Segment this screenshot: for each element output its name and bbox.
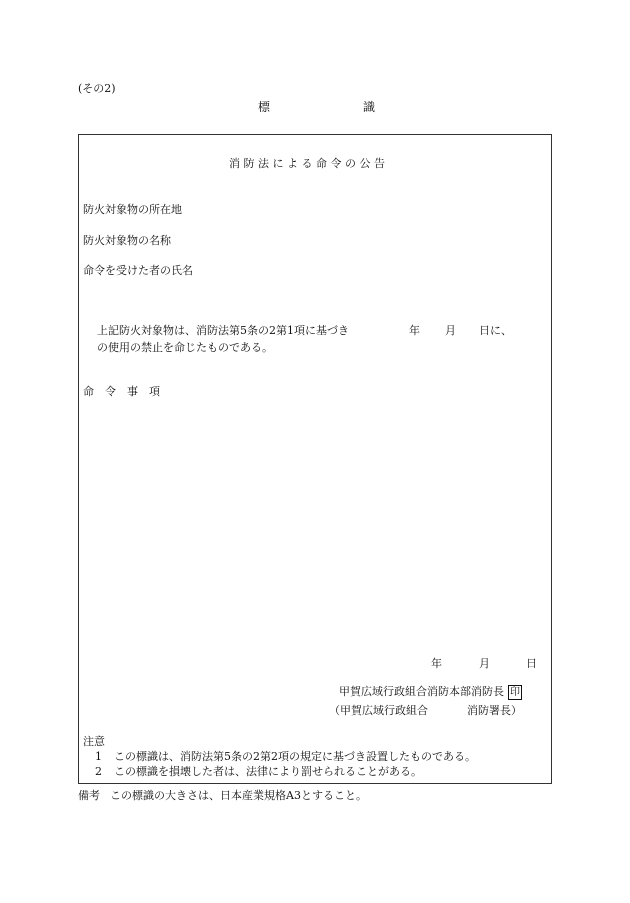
- sign-frame: [78, 134, 552, 784]
- date-month: 月: [479, 657, 490, 670]
- date-day: 日: [526, 657, 537, 670]
- note-number: 1: [95, 750, 102, 763]
- note-text: この標識は、消防法第5条の2第2項の規定に基づき設置したものである。: [114, 750, 476, 763]
- notice-heading: 消 防 法 に よ る 命 令 の 公 告: [229, 157, 385, 170]
- title-char-right: 識: [363, 100, 376, 114]
- statement-line2: の使用の禁止を命じたものである。: [97, 341, 273, 354]
- remarks-label: 備考: [78, 789, 100, 802]
- date-year: 年: [431, 657, 442, 670]
- field-location-label: 防火対象物の所在地: [83, 203, 182, 216]
- statement-month: 月: [445, 324, 456, 337]
- title-char-left: 標: [258, 100, 271, 114]
- statement-year: 年: [409, 324, 420, 337]
- remarks: [78, 789, 367, 802]
- issuer-title: 甲賀広域行政組合消防本部消防長: [339, 685, 504, 698]
- form-number: (その2): [78, 82, 116, 95]
- order-items-label: 命 令 事 項: [83, 385, 160, 398]
- note-item: [95, 750, 476, 763]
- issuer-line1: [339, 685, 522, 700]
- statement-line1: 上記防火対象物は、消防法第5条の2第1項に基づき: [97, 324, 349, 337]
- note-number: 2: [95, 765, 102, 778]
- notes-label: 注意: [83, 735, 105, 748]
- statement-day: 日に、: [479, 324, 512, 337]
- remarks-text: この標識の大きさは、日本産業規格A3とすること。: [110, 789, 367, 802]
- field-person-label: 命令を受けた者の氏名: [83, 264, 193, 277]
- issuer-line2-right: 消防署長）: [467, 704, 522, 717]
- note-item: [95, 765, 422, 778]
- issuer-line2-left: （甲賀広域行政組合: [329, 704, 428, 717]
- note-text: この標識を損壊した者は、法律により罰せられることがある。: [114, 765, 422, 778]
- seal-mark: 印: [510, 687, 520, 698]
- field-name-label: 防火対象物の名称: [83, 234, 171, 247]
